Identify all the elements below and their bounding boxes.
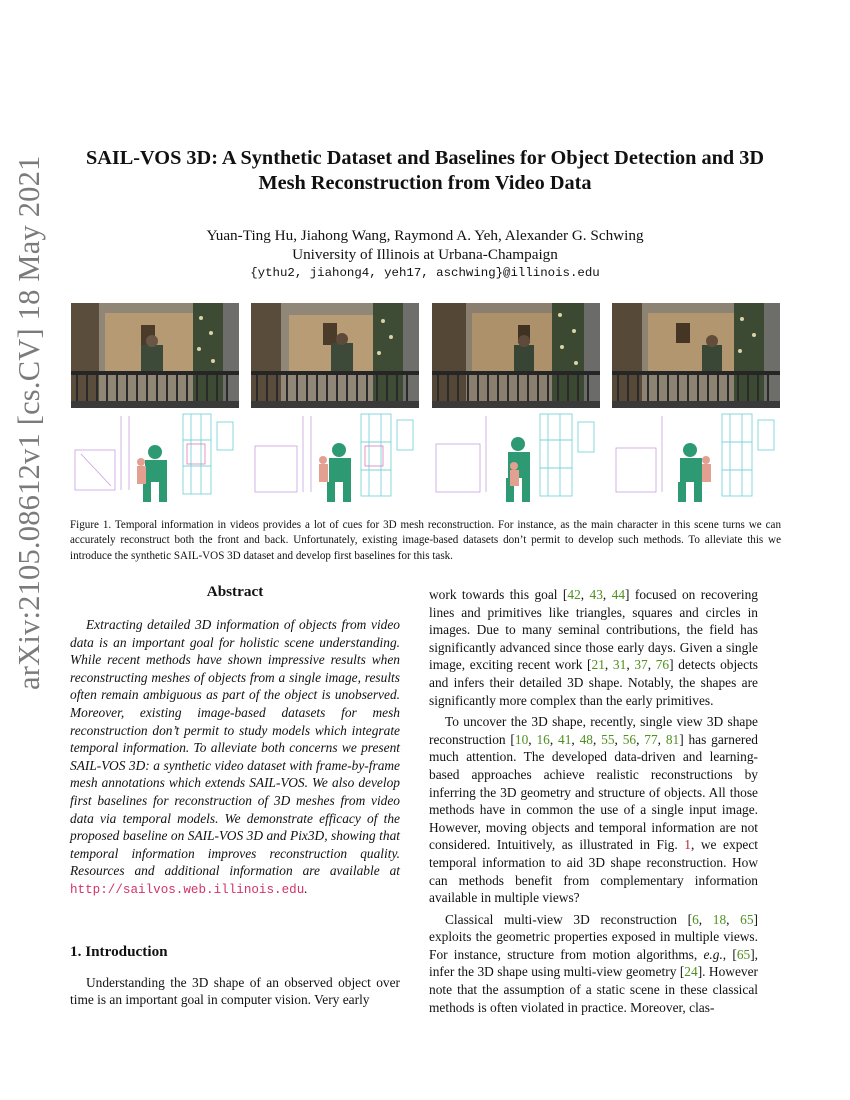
abstract-text: Extracting detailed 3D information of objects from video data is an important goal for holistic scene understanding. While recent methods have shown impressive results when reconstructing meshes of objects from a single image, results often remain ambiguous as part of the object is unobserved. Moreover, existing image-based datasets for mesh reconstruction don’t permit to study models which integrate temporal information. To alleviate both concerns we present SAIL-VOS 3D: a synthetic video dataset with frame-by-frame mesh annotations which extends SAIL-VOS. We also develop first baselines for reconstruction of 3D meshes from video data via temporal models. We demonstrate efficacy of the proposed baseline on SAIL-VOS 3D and Pix3D, showing that temporal information improves reconstruction quality. Resources and additional information are available at http://sailvos.web.illinois.edu. [70,617,400,897]
title-line-1: SAIL-VOS 3D: A Synthetic Dataset and Baselines for Object Detection and 3D [85,147,765,169]
citation-link[interactable]: 18 [712,911,727,927]
citation-link[interactable]: 43 [589,587,603,602]
right-column [429,586,758,1016]
citation-link[interactable]: 48 [579,731,593,747]
citation-link[interactable]: 44 [611,587,626,602]
arxiv-stamp: arXiv:2105.08612v1 [cs.CV] 18 May 2021 [12,155,46,690]
mesh-frame-4 [612,410,780,508]
figure-caption: Figure 1. Temporal information in videos provides a lot of cues for 3D mesh reconstruction. For instance, as the main character in this scene turns we can accurately reconstruct both the front and back. Unfortunately, existing image-based datasets don’t permit to develop such methods. To alleviate this we introduce the synthetic SAIL-VOS 3D dataset and develop first baselines for this task. [70,519,781,562]
citation-link[interactable]: 77 [644,731,658,747]
left-column [70,582,400,1009]
video-frame-2 [251,303,419,408]
citation-link[interactable]: 41 [558,731,572,747]
title-line-2: Mesh Reconstruction from Video Data [258,172,592,194]
abstract-title: Abstract [206,583,264,600]
mesh-frame-3 [432,410,600,508]
introduction-heading: 1. Introduction [70,942,168,960]
video-frame-4 [612,303,780,408]
intro-continued-paragraph: work towards this goal [42, 43, 44] focused on recovering lines and primitives like triangles, squares and circles in images. Due to many seminal contributions, the field has significantly advanced since those early days. Given a single image, exciting recent work [21, 31, 37, 76] detects objects and infers their detailed 3D shape. Notably, the shapes are significantly more complex than the early primitives. [429,587,759,708]
citation-link[interactable]: 56 [622,731,637,747]
project-url-link[interactable]: http://sailvos.web.illinois.edu [70,882,305,897]
affiliation: University of Illinois at Urbana-Champaign [292,246,558,263]
citation-link[interactable]: 31 [612,657,627,673]
figure-reference-link[interactable]: 1 [684,837,691,853]
citation-link[interactable]: 24 [684,964,698,980]
citation-link[interactable]: 10 [514,731,529,747]
citation-link[interactable]: 21 [591,657,605,673]
citation-link[interactable]: 65 [736,946,751,962]
mesh-frame-2 [251,410,419,508]
citation-link[interactable]: 16 [536,731,550,747]
introduction-paragraph-1: Understanding the 3D shape of an observed object over time is an important goal in computer vision. Very early [70,974,400,1008]
video-frame-1 [71,303,239,408]
paper-title [70,146,780,196]
video-frame-3 [432,303,600,408]
citation-link[interactable]: 81 [665,731,680,747]
intro-paragraph-single-view: To uncover the 3D shape, recently, single view 3D shape reconstruction [10, 16, 41, 48, 55, 56, 77, 81] has garnered much attention. The developed data-driven and learning-based approaches achieve realistic reconstructions by inferring the 3D geometry and structure of objects. All those methods have in common the use of a single input image. However, moving objects and temporal information are not considered. Intuitively, as illustrated in Fig. 1, we expect temporal information to aid 3D shape reconstruction. How can methods benefit from complementary information available in multiple views? [429,714,758,906]
author-emails: {ythu2, jiahong4, yeh17, aschwing}@illinois.edu [250,266,600,280]
authors: Yuan-Ting Hu, Jiahong Wang, Raymond A. Yeh, Alexander G. Schwing [206,227,644,244]
citation-link[interactable]: 76 [655,657,670,673]
citation-link[interactable]: 55 [601,731,615,747]
citation-link[interactable]: 37 [634,657,648,673]
citation-link[interactable]: 42 [567,587,581,602]
figure-mesh-reconstructions [71,410,780,508]
citation-link[interactable]: 65 [740,911,754,927]
mesh-frame-1 [71,410,239,508]
abstract-body: Extracting detailed 3D information of objects from video data is an important goal for holistic scene understanding. While recent methods have shown impressive results when reconstructing meshes of objects from a single image, results often remain ambiguous as part of the object is unobserved. Moreover, existing image-based datasets for mesh reconstruction don’t permit to study models which integrate temporal information. To alleviate both concerns we present SAIL-VOS 3D: a synthetic video dataset with frame-by-frame mesh annotations which extends SAIL-VOS. We also develop first baselines for reconstruction of 3D meshes from video data via temporal models. We demonstrate efficacy of the proposed baseline on SAIL-VOS 3D and Pix3D, showing that temporal information improves reconstruction quality. Resources and additional information are available at [70,617,400,879]
intro-paragraph-multi-view: Classical multi-view 3D reconstruction [6, 18, 65] exploits the geometric properties exposed in multiple views. For instance, structure from motion algorithms, e.g., [65], infer the 3D shape using multi-view geometry [24]. However note that the assumption of a static scene in these classical methods is often violated in practice. Moreover, clas- [429,911,759,1015]
figure-rendered-frames [71,303,780,408]
citation-link[interactable]: 6 [692,911,699,927]
